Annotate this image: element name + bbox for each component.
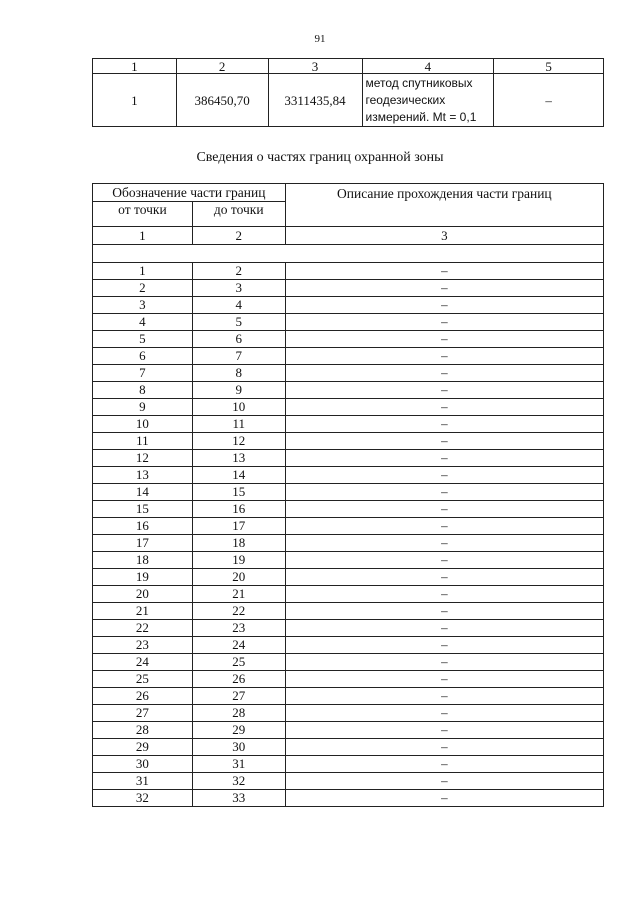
from-point-cell: 19: [93, 569, 193, 586]
table-row: [93, 314, 604, 331]
from-point-cell: 1: [93, 263, 193, 280]
method-line: геодезических: [365, 92, 446, 107]
table-row: [93, 739, 604, 756]
description-cell: –: [285, 569, 603, 586]
description-cell: –: [285, 382, 603, 399]
coordinate-y: 3311435,84: [268, 74, 362, 127]
column-number-row: [93, 227, 604, 245]
table-row: [93, 348, 604, 365]
description-cell: –: [285, 671, 603, 688]
header-row: [93, 184, 604, 202]
header-description: Описание прохождения части границ: [285, 184, 603, 227]
table-row: [93, 280, 604, 297]
from-point-cell: 23: [93, 637, 193, 654]
description-cell: –: [285, 773, 603, 790]
to-point-cell: 23: [192, 620, 285, 637]
to-point-cell: 13: [192, 450, 285, 467]
from-point-cell: 13: [93, 467, 193, 484]
to-point-cell: 18: [192, 535, 285, 552]
table-row: [93, 773, 604, 790]
description-cell: –: [285, 620, 603, 637]
col-header-4: 4: [362, 59, 494, 74]
coordinate-x: 386450,70: [176, 74, 268, 127]
from-point-cell: 16: [93, 518, 193, 535]
table-row: [93, 756, 604, 773]
description-cell: –: [285, 314, 603, 331]
table-row: [93, 331, 604, 348]
table-row: [93, 603, 604, 620]
from-point-cell: 32: [93, 790, 193, 807]
table-row: [93, 263, 604, 280]
table-row: [93, 637, 604, 654]
description-cell: –: [285, 790, 603, 807]
description-cell: –: [285, 416, 603, 433]
header-from-point: от точки: [93, 202, 193, 227]
section-title: Сведения о частях границ охранной зоны: [196, 150, 444, 165]
from-point-cell: 20: [93, 586, 193, 603]
from-point-cell: 2: [93, 280, 193, 297]
table-row: [93, 297, 604, 314]
to-point-cell: 30: [192, 739, 285, 756]
to-point-cell: 29: [192, 722, 285, 739]
from-point-cell: 17: [93, 535, 193, 552]
to-point-cell: 25: [192, 654, 285, 671]
to-point-cell: 21: [192, 586, 285, 603]
from-point-cell: 27: [93, 705, 193, 722]
parts-body: [93, 263, 604, 807]
description-cell: –: [285, 433, 603, 450]
description-cell: –: [285, 263, 603, 280]
description-cell: –: [285, 331, 603, 348]
to-point-cell: 12: [192, 433, 285, 450]
description-cell: –: [285, 467, 603, 484]
col-header-5: 5: [494, 59, 604, 74]
table-row: [93, 688, 604, 705]
empty-cell: [93, 245, 604, 263]
to-point-cell: 33: [192, 790, 285, 807]
table-row: [93, 569, 604, 586]
to-point-cell: 4: [192, 297, 285, 314]
table-row: [93, 790, 604, 807]
table-row: [93, 552, 604, 569]
description-cell: –: [285, 586, 603, 603]
description-cell: –: [285, 552, 603, 569]
to-point-cell: 20: [192, 569, 285, 586]
from-point-cell: 18: [93, 552, 193, 569]
to-point-cell: 31: [192, 756, 285, 773]
table-row: [93, 501, 604, 518]
col-number-2: 2: [192, 227, 285, 245]
to-point-cell: 17: [192, 518, 285, 535]
col-number-3: 3: [285, 227, 603, 245]
from-point-cell: 5: [93, 331, 193, 348]
point-number: 1: [93, 74, 177, 127]
to-point-cell: 22: [192, 603, 285, 620]
table-row: [93, 722, 604, 739]
to-point-cell: 28: [192, 705, 285, 722]
from-point-cell: 11: [93, 433, 193, 450]
from-point-cell: 3: [93, 297, 193, 314]
description-cell: –: [285, 484, 603, 501]
to-point-cell: 24: [192, 637, 285, 654]
page-number: 91: [314, 33, 326, 45]
table-row: [93, 416, 604, 433]
from-point-cell: 30: [93, 756, 193, 773]
method-description: [362, 74, 494, 127]
from-point-cell: 24: [93, 654, 193, 671]
to-point-cell: 6: [192, 331, 285, 348]
to-point-cell: 3: [192, 280, 285, 297]
col-number-1: 1: [93, 227, 193, 245]
description-cell: –: [285, 722, 603, 739]
table-row: [93, 399, 604, 416]
description-cell: –: [285, 688, 603, 705]
table-row: [93, 484, 604, 501]
from-point-cell: 31: [93, 773, 193, 790]
from-point-cell: 15: [93, 501, 193, 518]
header-part-designation: Обозначение части границ: [93, 184, 286, 202]
to-point-cell: 9: [192, 382, 285, 399]
from-point-cell: 7: [93, 365, 193, 382]
to-point-cell: 15: [192, 484, 285, 501]
from-point-cell: 29: [93, 739, 193, 756]
from-point-cell: 22: [93, 620, 193, 637]
description-cell: –: [285, 348, 603, 365]
from-point-cell: 8: [93, 382, 193, 399]
coordinates-row: [93, 74, 604, 127]
table-row: [93, 467, 604, 484]
from-point-cell: 14: [93, 484, 193, 501]
description-cell: –: [285, 450, 603, 467]
description-cell: –: [285, 739, 603, 756]
to-point-cell: 32: [192, 773, 285, 790]
description-cell: –: [285, 280, 603, 297]
description-cell: –: [285, 535, 603, 552]
to-point-cell: 8: [192, 365, 285, 382]
description-cell: –: [285, 297, 603, 314]
coordinates-header-row: [93, 59, 604, 74]
description-cell: –: [285, 603, 603, 620]
from-point-cell: 26: [93, 688, 193, 705]
table-row: [93, 705, 604, 722]
from-point-cell: 25: [93, 671, 193, 688]
table-row: [93, 382, 604, 399]
to-point-cell: 2: [192, 263, 285, 280]
table-row: [93, 671, 604, 688]
from-point-cell: 10: [93, 416, 193, 433]
description-cell: –: [285, 654, 603, 671]
from-point-cell: 28: [93, 722, 193, 739]
description-cell: –: [285, 518, 603, 535]
to-point-cell: 5: [192, 314, 285, 331]
from-point-cell: 6: [93, 348, 193, 365]
boundary-parts-table: [92, 183, 604, 807]
to-point-cell: 27: [192, 688, 285, 705]
header-to-point: до точки: [192, 202, 285, 227]
from-point-cell: 12: [93, 450, 193, 467]
method-line: метод спутниковых: [365, 75, 473, 90]
description-cell: –: [285, 365, 603, 382]
description-cell: –: [285, 399, 603, 416]
description-cell: –: [285, 705, 603, 722]
description-cell: –: [285, 637, 603, 654]
to-point-cell: 26: [192, 671, 285, 688]
to-point-cell: 16: [192, 501, 285, 518]
description-cell: –: [285, 501, 603, 518]
to-point-cell: 19: [192, 552, 285, 569]
from-point-cell: 4: [93, 314, 193, 331]
to-point-cell: 7: [192, 348, 285, 365]
method-line: измерений. Mt = 0,1: [365, 109, 477, 124]
to-point-cell: 10: [192, 399, 285, 416]
table-row: [93, 535, 604, 552]
description-cell: –: [285, 756, 603, 773]
from-point-cell: 9: [93, 399, 193, 416]
col-header-2: 2: [176, 59, 268, 74]
table-row: [93, 365, 604, 382]
table-row: [93, 586, 604, 603]
to-point-cell: 11: [192, 416, 285, 433]
to-point-cell: 14: [192, 467, 285, 484]
table-row: [93, 433, 604, 450]
table-row: [93, 620, 604, 637]
from-point-cell: 21: [93, 603, 193, 620]
table-row: [93, 450, 604, 467]
empty-row: [93, 245, 604, 263]
note-cell: –: [494, 74, 604, 127]
table-row: [93, 518, 604, 535]
col-header-1: 1: [93, 59, 177, 74]
coordinates-table: [92, 58, 604, 127]
table-row: [93, 654, 604, 671]
col-header-3: 3: [268, 59, 362, 74]
